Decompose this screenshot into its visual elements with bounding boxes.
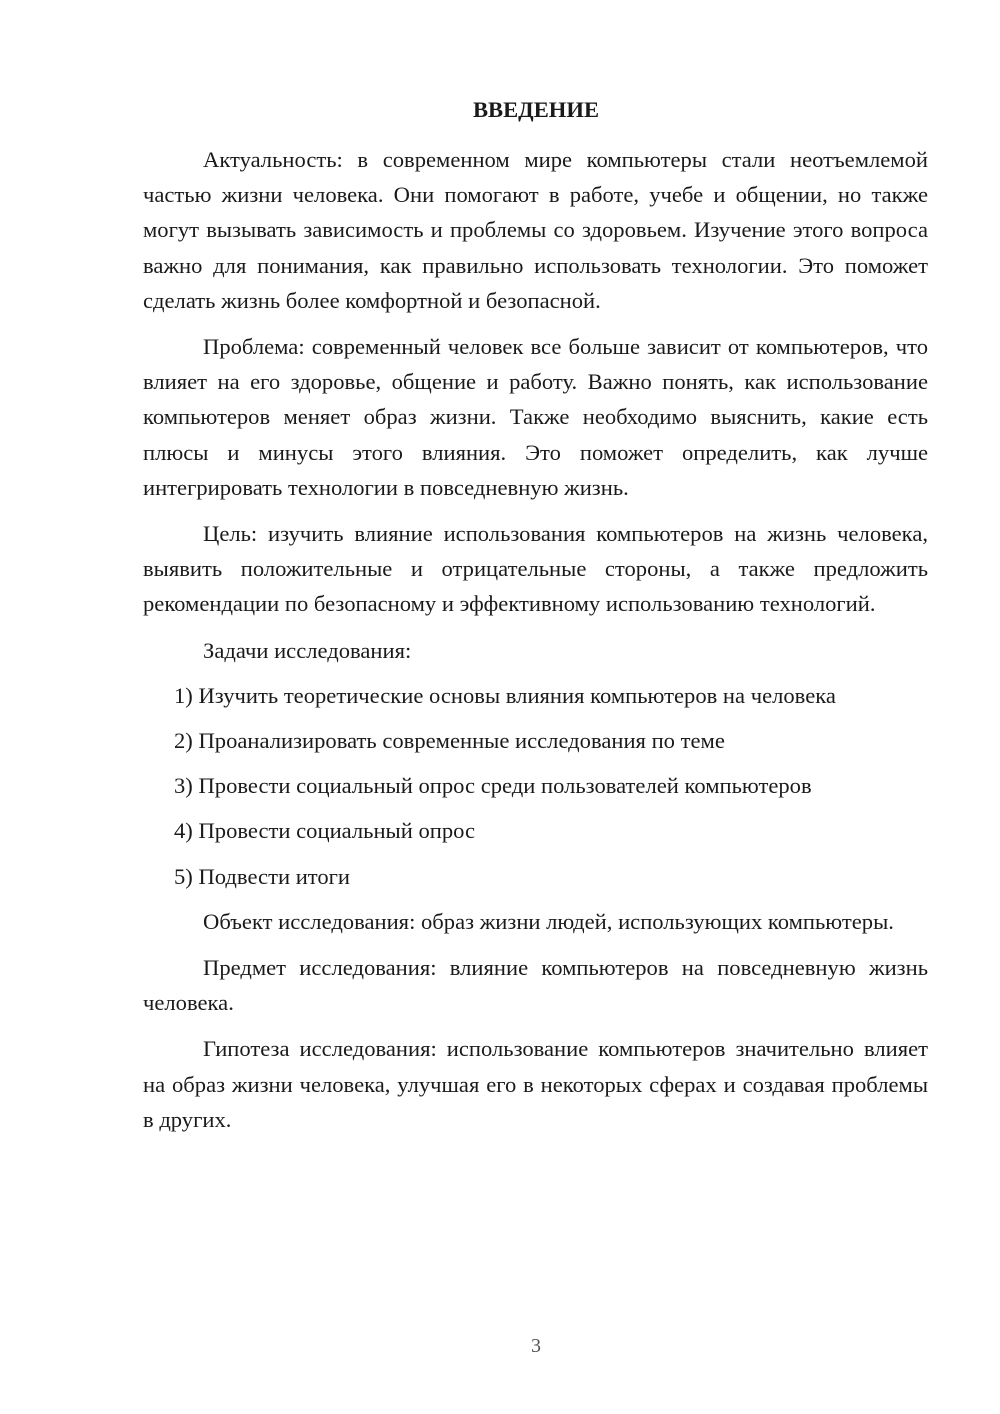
page-number: 3	[531, 1335, 541, 1357]
document-body	[143, 142, 928, 1137]
list-item: 5) Подвести итоги	[174, 863, 351, 889]
page-title: ВВЕДЕНИЕ	[472, 97, 600, 122]
list-item: 3) Провести социальный опрос среди пользователей компьютеров	[174, 773, 812, 799]
paragraph-object: Объект исследования: образ жизни людей, использующих компьютеры.	[203, 908, 894, 934]
paragraph-hypothesis: Гипотеза исследования: использование компьютеров значительно влияет на образ жизни человека, улучшая его в некоторых сферах и создавая проблемы в других.	[143, 1036, 928, 1132]
list-item: 2) Проанализировать современные исследования по теме	[174, 728, 725, 754]
tasks-heading: Задачи исследования:	[203, 637, 412, 663]
paragraph-goal: Цель: изучить влияние использования компьютеров на жизнь человека, выявить положительные и отрицательные стороны, а также предложить рекомендации по безопасному и эффективному использованию технологий.	[143, 521, 928, 617]
paragraph-subject: Предмет исследования: влияние компьютеров на повседневную жизнь человека.	[143, 955, 928, 1016]
list-item: 4) Провести социальный опрос	[174, 818, 476, 844]
paragraph-problem: Проблема: современный человек все больше зависит от компьютеров, что влияет на его здоровье, общение и работу. Важно понять, как использование компьютеров меняет образ жизни. Также необходимо выяснить, какие есть плюсы и минусы этого влияния. Это поможет определить, как лучше интегрировать технологии в повседневную жизнь.	[143, 334, 928, 500]
tasks-list	[143, 678, 928, 894]
list-item: 1) Изучить теоретические основы влияния компьютеров на человека	[174, 682, 836, 708]
paragraph-relevance: Актуальность: в современном мире компьютеры стали неотъемлемой частью жизни человека. Они помогают в работе, учебе и общении, но также могут вызывать зависимость и проблемы со здоровьем. Изучение этого вопроса важно для понимания, как правильно использовать технологии. Это поможет сделать жизнь более комфортной и безопасной.	[143, 147, 928, 313]
